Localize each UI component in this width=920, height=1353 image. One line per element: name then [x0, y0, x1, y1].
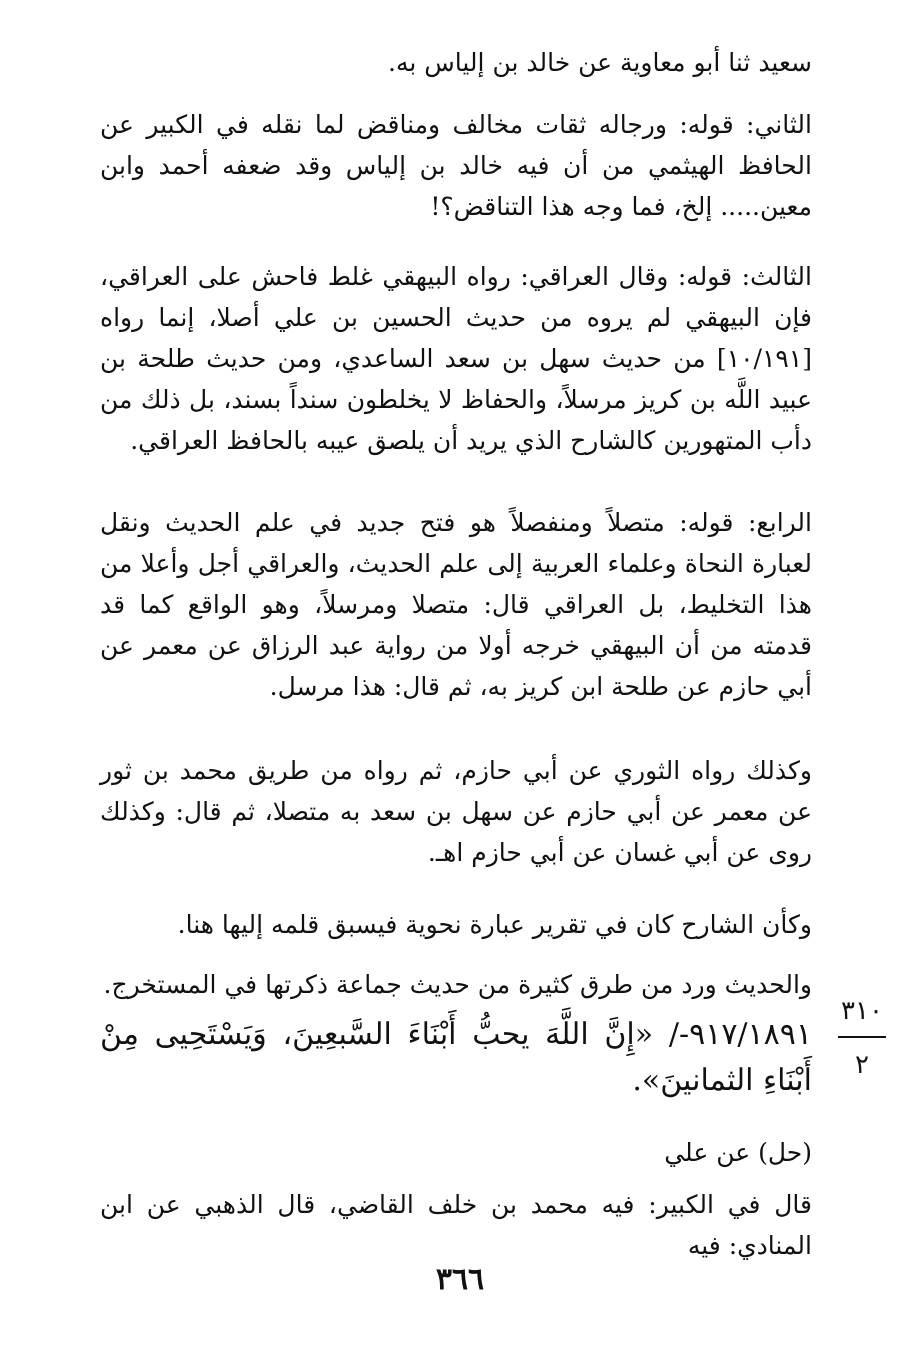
- source-text: (حل) عن علي: [664, 1138, 812, 1167]
- paragraph-turuq: [100, 964, 812, 1005]
- paragraph-text: وكأن الشارح كان في تقرير عبارة نحوية فيسبق قلمه إليها هنا.: [177, 910, 812, 939]
- hadith-entry: [100, 1012, 812, 1104]
- hadith-text: ٩١٧/١٨٩١-/ «إِنَّ اللَّهَ يحبُّ أَبْنَاءَ السَّبعِينَ، وَيَسْتَحِيى مِنْ أَبْنَاءِ الثمانينَ».: [100, 1017, 812, 1098]
- margin-numerator: ٣١٠: [841, 996, 883, 1026]
- page-number: ٣٦٦: [435, 1262, 485, 1297]
- paragraph-text: والحديث ورد من طرق كثيرة من حديث جماعة ذكرتها في المستخرج.: [103, 970, 812, 999]
- source-attribution: [100, 1132, 812, 1173]
- paragraph-thawri: [100, 750, 812, 873]
- commentary-text: قال في الكبير: فيه محمد بن خلف القاضي، قال الذهبي عن ابن المنادي: فيه: [100, 1190, 812, 1260]
- paragraph-text: الثاني: قوله: ورجاله ثقات مخالف ومناقض لما نقله في الكبير عن الحافظ الهيثمي من أن فيه خالد بن إلياس وقد ضعفه أحمد وابن معين..... إلخ، فما وجه هذا التناقض؟!: [100, 110, 812, 221]
- paragraph-continuation: [100, 42, 812, 83]
- margin-denominator: ٢: [855, 1050, 869, 1080]
- paragraph-text: وكذلك رواه الثوري عن أبي حازم، ثم رواه من طريق محمد بن ثور عن معمر عن أبي حازم عن سهل بن سعد به متصلا، ثم قال: وكذلك روى عن أبي غسان عن أبي حازم اهـ.: [100, 756, 812, 867]
- margin-divider: [838, 1036, 886, 1038]
- paragraph-sharih: [100, 904, 812, 945]
- paragraph-second-point: [100, 104, 812, 227]
- paragraph-third-point: [100, 256, 812, 461]
- commentary-start: [100, 1184, 812, 1266]
- paragraph-text: الثالث: قوله: وقال العراقي: رواه البيهقي غلط فاحش على العراقي، فإن البيهقي لم يروه من حديث الحسين بن علي أصلا، إنما رواه [١٠/١٩١] من حديث سهل بن سعد الساعدي، ومن حديث طلحة بن عبيد اللَّه بن كريز مرسلاً، والحفاظ لا يخلطون سنداً بسند، بل ذلك من دأب المتهورين كالشارح الذي يريد أن يلصق عيبه بالحافظ العراقي.: [100, 262, 812, 455]
- paragraph-text: الرابع: قوله: متصلاً ومنفصلاً هو فتح جديد في علم الحديث ونقل لعبارة النحاة وعلماء العربية إلى علم الحديث، والعراقي أجل وأعلا من هذا التخليط، بل العراقي قال: متصلا ومرسلاً، وهو الواقع كما قد قدمته من أن البيهقي خرجه أولا من رواية عبد الرزاق عن معمر عن أبي حازم عن طلحة ابن كريز به، ثم قال: هذا مرسل.: [100, 508, 812, 701]
- margin-reference: [832, 996, 892, 1080]
- paragraph-fourth-point: [100, 502, 812, 707]
- paragraph-text: سعيد ثنا أبو معاوية عن خالد بن إلياس به.: [388, 48, 812, 77]
